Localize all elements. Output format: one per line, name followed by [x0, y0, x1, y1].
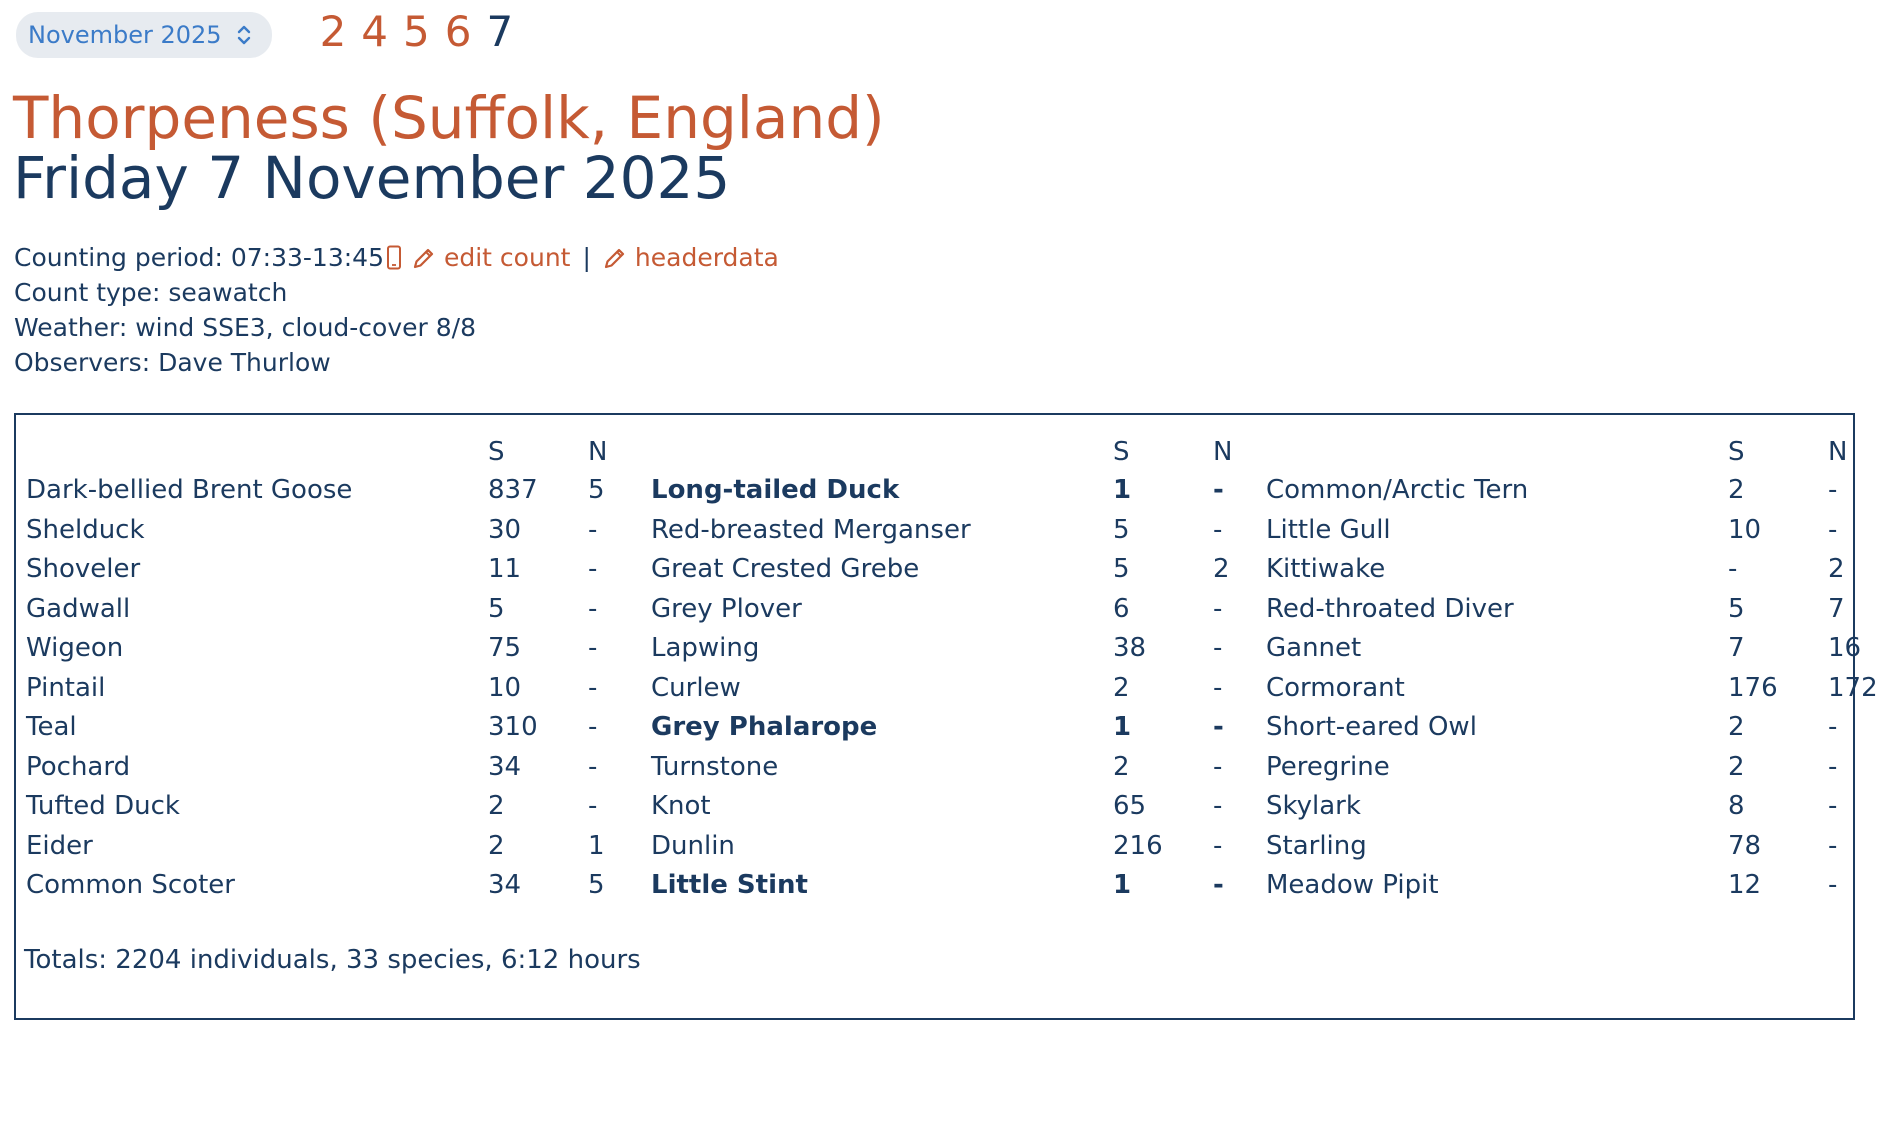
table-row — [26, 550, 648, 590]
count-north: - — [1828, 712, 1838, 742]
count-north: 2 — [1213, 554, 1230, 584]
species-name: Red-throated Diver — [1266, 593, 1514, 624]
table-row — [26, 629, 648, 669]
species-name: Turnstone — [651, 751, 779, 782]
table-row — [26, 471, 648, 511]
count-north: - — [1828, 475, 1838, 505]
top-bar — [16, 6, 514, 58]
count-north: - — [1213, 514, 1223, 545]
count-north: 172 — [1828, 672, 1878, 703]
species-name: Little Stint — [651, 870, 808, 900]
count-south: 75 — [488, 633, 522, 663]
count-north: - — [1213, 830, 1223, 861]
count-north: - — [1213, 751, 1223, 782]
table-row — [26, 511, 648, 551]
table-row — [651, 866, 1273, 906]
species-name: Wigeon — [26, 633, 124, 663]
species-name: Teal — [26, 712, 77, 742]
count-south: - — [1728, 554, 1738, 584]
species-name: Little Gull — [1266, 514, 1391, 545]
species-name: Tufted Duck — [26, 791, 180, 821]
observers: Observers: Dave Thurlow — [14, 348, 331, 377]
count-south: 38 — [1113, 633, 1147, 663]
species-name: Peregrine — [1266, 751, 1390, 782]
count-south: 34 — [488, 870, 522, 900]
species-name: Dunlin — [651, 830, 735, 861]
headerdata-link[interactable] — [603, 240, 779, 275]
count-south: 5 — [1113, 514, 1130, 545]
count-north: - — [1213, 475, 1224, 505]
header-s: S — [488, 437, 505, 467]
count-south: 6 — [1113, 593, 1130, 624]
link-separator: | — [582, 243, 591, 272]
species-name: Shoveler — [26, 554, 141, 584]
count-north: - — [1828, 830, 1838, 861]
count-north: - — [588, 791, 598, 821]
count-north: - — [588, 751, 598, 782]
count-south: 2 — [1113, 672, 1130, 703]
species-column-2 — [651, 433, 1273, 906]
table-row — [1266, 866, 1888, 906]
count-north: - — [1213, 712, 1224, 742]
count-north: - — [1213, 672, 1223, 703]
species-name: Red-breasted Merganser — [651, 514, 971, 545]
count-north: - — [588, 712, 598, 742]
day-links — [320, 7, 514, 56]
table-row — [1266, 590, 1888, 630]
totals: Totals: 2204 individuals, 33 species, 6:12 hours — [24, 945, 641, 975]
species-name: Eider — [26, 830, 93, 861]
count-meta — [14, 240, 779, 380]
count-south: 176 — [1728, 672, 1778, 703]
table-row — [651, 787, 1273, 827]
count-north: - — [588, 633, 598, 663]
species-name: Grey Phalarope — [651, 712, 878, 742]
table-row — [1266, 787, 1888, 827]
pencil-icon — [412, 246, 436, 270]
table-row — [26, 669, 648, 709]
species-column-3 — [1266, 433, 1888, 906]
day-link-6[interactable]: 6 — [444, 6, 472, 56]
count-north: 5 — [588, 870, 605, 900]
count-north: 5 — [588, 475, 605, 505]
count-south: 2 — [488, 791, 505, 821]
count-south: 837 — [488, 475, 538, 505]
count-north: - — [1828, 870, 1838, 900]
species-name: Starling — [1266, 830, 1367, 861]
count-south: 216 — [1113, 830, 1163, 861]
table-row — [26, 708, 648, 748]
table-row — [1266, 550, 1888, 590]
count-south: 5 — [488, 593, 505, 624]
species-column-1 — [26, 433, 648, 906]
species-name: Shelduck — [26, 514, 145, 545]
species-name: Long-tailed Duck — [651, 475, 900, 505]
edit-count-link[interactable] — [412, 240, 570, 275]
count-north: - — [588, 514, 598, 545]
count-south: 34 — [488, 751, 522, 782]
count-north: - — [588, 554, 598, 584]
count-north: - — [1828, 751, 1838, 782]
count-north: 7 — [1828, 593, 1845, 624]
count-south: 12 — [1728, 870, 1762, 900]
count-north: - — [1213, 633, 1223, 663]
table-row — [1266, 629, 1888, 669]
page-title: Thorpeness (Suffolk, England) — [13, 84, 885, 152]
count-south: 1 — [1113, 712, 1132, 742]
species-name: Gadwall — [26, 593, 131, 624]
table-row — [651, 748, 1273, 788]
species-name: Gannet — [1266, 633, 1362, 663]
count-north: - — [588, 593, 598, 624]
counting-period: Counting period: 07:33-13:45 — [14, 243, 384, 272]
table-row — [1266, 669, 1888, 709]
up-down-chevron-icon — [236, 23, 252, 47]
count-south: 11 — [488, 554, 522, 584]
header-species — [651, 433, 1113, 471]
species-name: Meadow Pipit — [1266, 870, 1439, 900]
table-row — [651, 590, 1273, 630]
species-name: Kittiwake — [1266, 554, 1386, 584]
count-south: 5 — [1728, 593, 1745, 624]
day-link-4[interactable]: 4 — [361, 6, 389, 56]
header-n: N — [1828, 437, 1848, 467]
species-name: Short-eared Owl — [1266, 712, 1477, 742]
species-count-table — [14, 413, 1878, 1020]
species-name: Curlew — [651, 672, 741, 703]
species-name: Common Scoter — [26, 870, 235, 900]
header-s: S — [1113, 437, 1130, 467]
table-header-row — [1266, 433, 1888, 471]
header-n: N — [1213, 437, 1233, 467]
species-name: Cormorant — [1266, 672, 1405, 703]
count-south: 2 — [1728, 712, 1745, 742]
phone-icon — [386, 245, 402, 271]
table-row — [26, 590, 648, 630]
count-south: 7 — [1728, 633, 1745, 663]
table-row — [651, 629, 1273, 669]
weather: Weather: wind SSE3, cloud-cover 8/8 — [14, 313, 476, 342]
table-row — [651, 550, 1273, 590]
species-name: Knot — [651, 791, 711, 821]
count-south: 65 — [1113, 791, 1147, 821]
count-north: - — [1213, 593, 1223, 624]
count-north: - — [1828, 514, 1838, 545]
count-south: 2 — [1113, 751, 1130, 782]
header-species — [1266, 433, 1728, 471]
species-name: Pochard — [26, 751, 131, 782]
species-name: Common/Arctic Tern — [1266, 475, 1529, 505]
month-select-value: November 2025 — [28, 21, 222, 49]
counting-period-line — [14, 240, 779, 275]
table-row — [1266, 708, 1888, 748]
table-row — [26, 866, 648, 906]
count-south: 1 — [1113, 870, 1132, 900]
header-s: S — [1728, 437, 1745, 467]
table-header-row — [651, 433, 1273, 471]
count-south: 1 — [1113, 475, 1132, 505]
day-link-7: 7 — [486, 6, 514, 56]
count-north: - — [1828, 791, 1838, 821]
count-south: 310 — [488, 712, 538, 742]
count-south: 78 — [1728, 830, 1762, 861]
month-select[interactable] — [16, 12, 272, 58]
species-name: Lapwing — [651, 633, 760, 663]
edit-count-label: edit count — [443, 243, 571, 272]
table-row — [1266, 471, 1888, 511]
pencil-icon — [603, 246, 627, 270]
count-north: - — [1213, 870, 1224, 900]
header-n: N — [588, 437, 608, 467]
count-north: 1 — [588, 830, 605, 861]
table-header-row — [26, 433, 648, 471]
table-row — [651, 669, 1273, 709]
table-row — [651, 708, 1273, 748]
count-south: 2 — [1728, 475, 1745, 505]
count-type: Count type: seawatch — [14, 278, 288, 307]
table-row — [651, 827, 1273, 867]
table-row — [26, 827, 648, 867]
species-name: Pintail — [26, 672, 106, 703]
table-row — [26, 787, 648, 827]
count-north: 16 — [1828, 633, 1862, 663]
species-name: Great Crested Grebe — [651, 554, 920, 584]
count-south: 10 — [488, 672, 522, 703]
species-name: Dark-bellied Brent Goose — [26, 475, 353, 505]
table-row — [1266, 511, 1888, 551]
page-subtitle: Friday 7 November 2025 — [13, 144, 731, 212]
table-row — [1266, 748, 1888, 788]
count-south: 30 — [488, 514, 522, 545]
header-species — [26, 433, 488, 471]
species-name: Skylark — [1266, 791, 1361, 821]
count-north: - — [1213, 791, 1223, 821]
count-south: 2 — [1728, 751, 1745, 782]
table-row — [651, 471, 1273, 511]
count-south: 5 — [1113, 554, 1130, 584]
table-row — [651, 511, 1273, 551]
species-name: Grey Plover — [651, 593, 802, 624]
count-south: 2 — [488, 830, 505, 861]
day-link-5[interactable]: 5 — [403, 6, 430, 56]
count-north: - — [588, 672, 598, 703]
count-south: 10 — [1728, 514, 1762, 545]
table-row — [1266, 827, 1888, 867]
table-row — [26, 748, 648, 788]
count-north: 2 — [1828, 554, 1845, 584]
day-link-2[interactable]: 2 — [319, 6, 347, 56]
headerdata-label: headerdata — [634, 243, 779, 272]
count-south: 8 — [1728, 791, 1745, 821]
